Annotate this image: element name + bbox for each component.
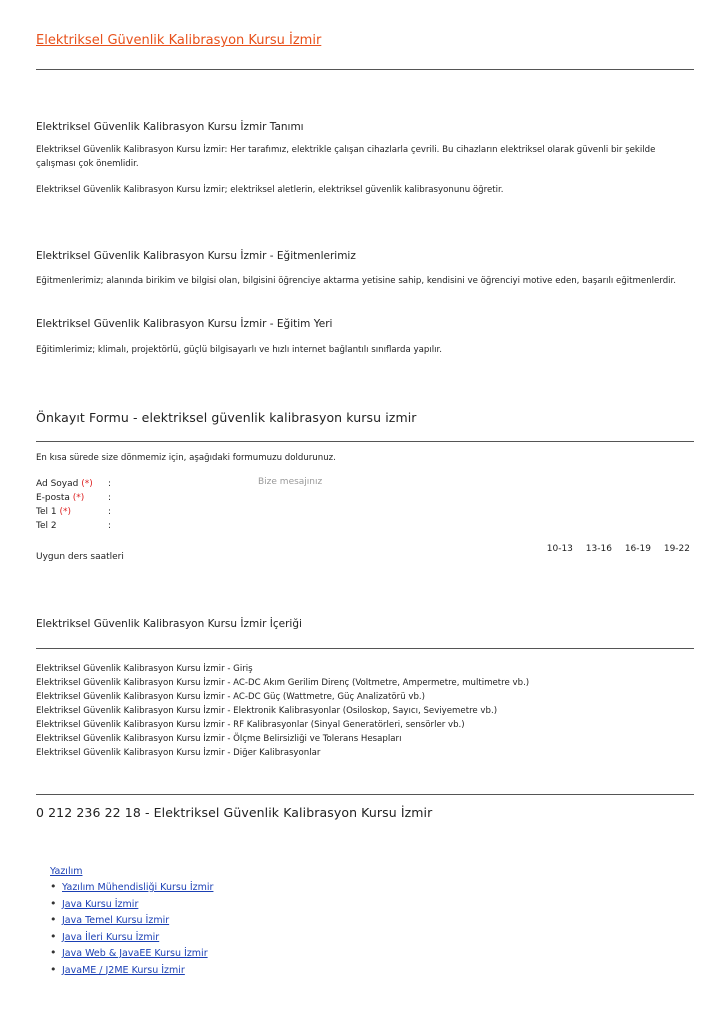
message-field[interactable]: Bize mesajınız — [258, 477, 323, 487]
list-item: Elektriksel Güvenlik Kalibrasyon Kursu İzmir - Giriş — [36, 664, 253, 674]
hours-option[interactable]: 10-13 — [546, 544, 573, 554]
hours-row — [36, 544, 694, 562]
preregistration-form — [36, 477, 694, 533]
name-label-text: Ad Soyad — [36, 479, 79, 489]
list-item: Elektriksel Güvenlik Kalibrasyon Kursu İzmir - AC-DC Akım Gerilim Direnç (Voltmetre, Ampermetre, multimetre vb.) — [36, 678, 530, 688]
bullet-icon: • — [50, 962, 57, 976]
tel2-label: Tel 2 — [36, 521, 57, 531]
tel1-label — [36, 505, 108, 519]
trainers-paragraph: Eğitmenlerimiz; alanında birikim ve bilgisi olan, bilgisini öğrenciye aktarma yetisine sahip, kendisini ve öğrenciyi motive eden, başarılı eğitmenlerdir. — [36, 276, 677, 286]
divider — [36, 648, 694, 649]
hours-option[interactable]: 19-22 — [663, 544, 690, 554]
list-item: Elektriksel Güvenlik Kalibrasyon Kursu İzmir - AC-DC Güç (Wattmetre, Güç Analizatörü vb.) — [36, 692, 426, 702]
divider — [36, 441, 694, 442]
bullet-icon: • — [50, 880, 57, 893]
list-item: Elektriksel Güvenlik Kalibrasyon Kursu İzmir - Diğer Kalibrasyonlar — [36, 748, 321, 758]
contact-line: 0 212 236 22 18 - Elektriksel Güvenlik Kalibrasyon Kursu İzmir — [36, 805, 433, 820]
hours-label: Uygun ders saatleri — [36, 552, 124, 562]
footer-link[interactable]: JavaME / J2ME Kursu İzmir — [62, 964, 185, 976]
divider — [36, 69, 694, 70]
hours-options — [537, 544, 690, 554]
trainers-heading: Elektriksel Güvenlik Kalibrasyon Kursu İzmir - Eğitmenlerimiz — [36, 250, 356, 262]
footer-link-item — [50, 962, 213, 979]
colon: : — [108, 479, 112, 489]
footer-link[interactable]: Java İleri Kursu İzmir — [62, 931, 160, 943]
required-mark: (*) — [72, 493, 85, 503]
definition-heading: Elektriksel Güvenlik Kalibrasyon Kursu İzmir Tanımı — [36, 121, 304, 133]
list-item: Elektriksel Güvenlik Kalibrasyon Kursu İzmir - Elektronik Kalibrasyonlar (Osiloskop, Sayıcı, Seviyemetre vb.) — [36, 706, 498, 716]
email-label — [36, 491, 108, 505]
form-row-email — [36, 491, 694, 505]
bullet-icon: • — [50, 913, 57, 926]
required-mark: (*) — [81, 479, 93, 489]
required-mark: (*) — [59, 507, 71, 517]
bullet-icon: • — [50, 929, 57, 943]
footer-link[interactable]: Java Temel Kursu İzmir — [62, 915, 170, 926]
tel1-input[interactable] — [122, 505, 242, 519]
content-list — [36, 662, 529, 760]
footer-link[interactable]: Java Web & JavaEE Kursu İzmir — [62, 948, 208, 959]
hours-option[interactable]: 16-19 — [624, 544, 651, 554]
email-input[interactable] — [122, 491, 242, 505]
form-intro: En kısa sürede size dönmemiz için, aşağıdaki formumuzu doldurunuz. — [36, 453, 336, 463]
location-heading: Elektriksel Güvenlik Kalibrasyon Kursu İzmir - Eğitim Yeri — [36, 318, 333, 330]
colon: : — [108, 493, 112, 503]
bullet-icon: • — [50, 946, 57, 959]
tel1-label-text: Tel 1 — [36, 507, 57, 517]
content-heading: Elektriksel Güvenlik Kalibrasyon Kursu İzmir İçeriği — [36, 618, 302, 630]
footer-heading-link[interactable]: Yazılım — [50, 866, 83, 877]
footer-link-item — [50, 929, 213, 946]
footer-links — [36, 879, 213, 978]
colon: : — [108, 507, 112, 517]
form-row-tel2 — [36, 519, 694, 533]
form-row-name — [36, 477, 694, 491]
definition-paragraph-2: Elektriksel Güvenlik Kalibrasyon Kursu İzmir; elektriksel aletlerin, elektriksel güvenlik kalibrasyonunu öğretir. — [36, 185, 504, 195]
footer-link-item — [50, 912, 213, 929]
bullet-icon: • — [50, 896, 57, 910]
divider — [36, 794, 694, 795]
footer-link[interactable]: Java Kursu İzmir — [62, 898, 139, 910]
footer-link[interactable]: Yazılım Mühendisliği Kursu İzmir — [62, 882, 214, 893]
footer-link-item — [50, 879, 213, 896]
location-paragraph: Eğitimlerimiz; klimalı, projektörlü, güçlü bilgisayarlı ve hızlı internet bağlantılı sınıflarda yapılır. — [36, 345, 442, 355]
tel2-input[interactable] — [122, 519, 242, 533]
colon: : — [108, 521, 112, 531]
name-input[interactable] — [122, 477, 242, 491]
form-row-tel1 — [36, 505, 694, 519]
hours-option[interactable]: 13-16 — [585, 544, 612, 554]
email-label-text: E-posta — [36, 493, 70, 503]
list-item: Elektriksel Güvenlik Kalibrasyon Kursu İzmir - RF Kalibrasyonlar (Sinyal Generatörleri, sensörler vb.) — [36, 720, 465, 730]
page-title-link[interactable]: Elektriksel Güvenlik Kalibrasyon Kursu İzmir — [36, 33, 322, 48]
list-item: Elektriksel Güvenlik Kalibrasyon Kursu İzmir - Ölçme Belirsizliği ve Tolerans Hesapları — [36, 734, 402, 744]
footer-link-item — [50, 896, 213, 913]
form-heading: Önkayıt Formu - elektriksel güvenlik kalibrasyon kursu izmir — [36, 410, 417, 425]
name-label — [36, 477, 108, 491]
definition-paragraph-1: Elektriksel Güvenlik Kalibrasyon Kursu İzmir: Her tarafımız, elektrikle çalışan cihazlarla çevrili. Bu cihazların elektriksel olarak güvenli bir şekilde çalışması çok önemlidir. — [36, 145, 656, 169]
footer-link-item — [50, 945, 213, 962]
